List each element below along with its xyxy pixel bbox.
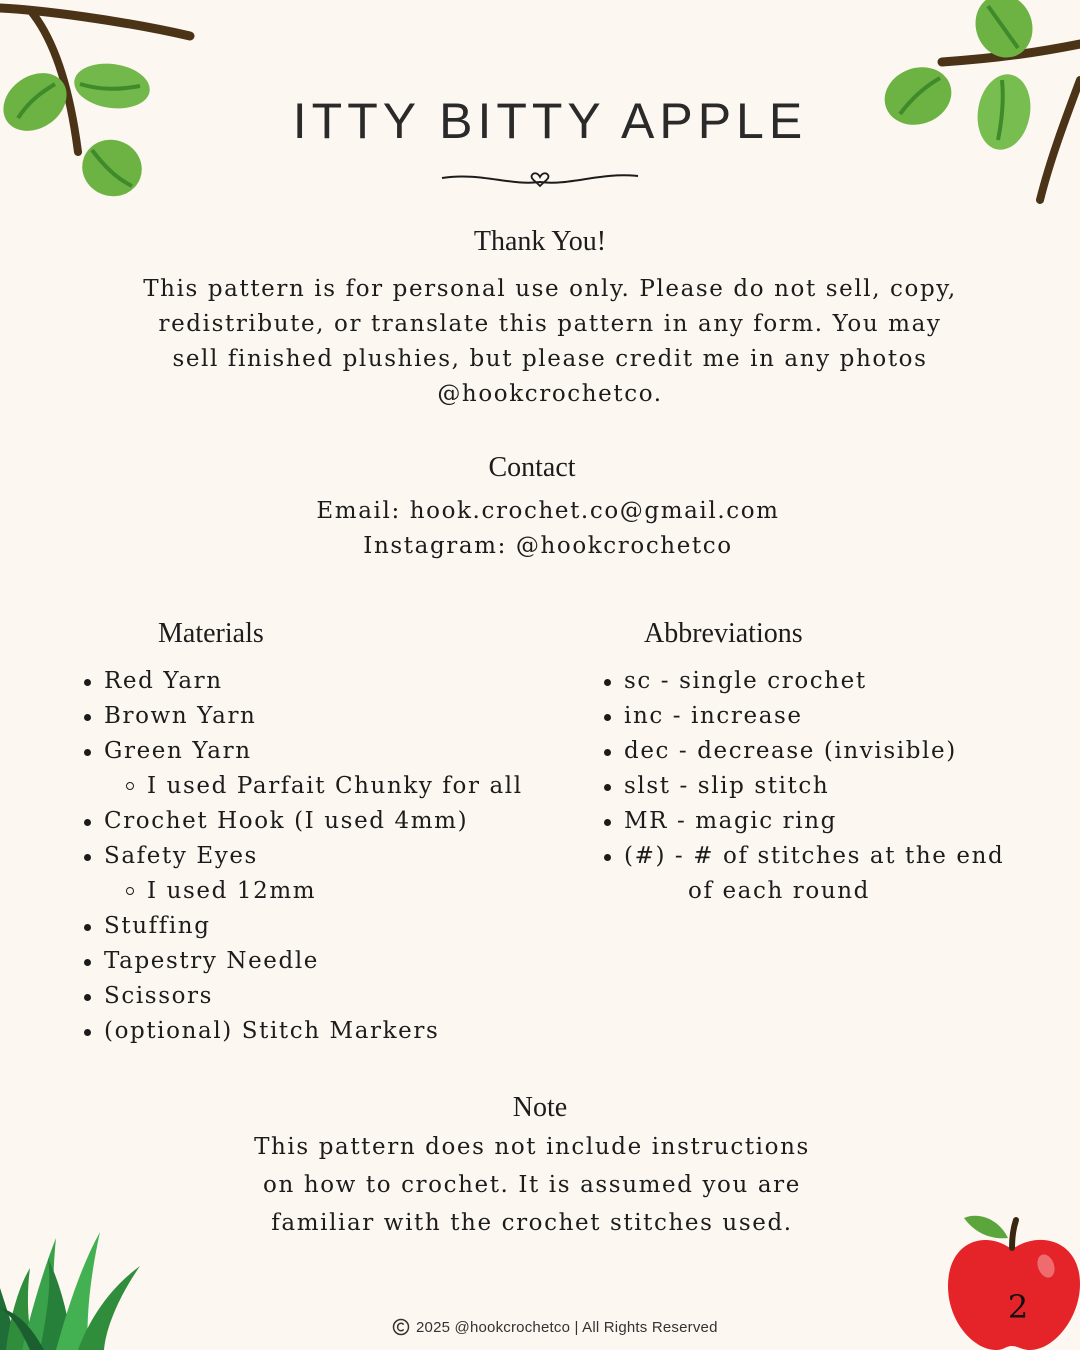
note-text: [200, 1128, 864, 1242]
abbreviations-list: [624, 664, 1004, 909]
thank-you-line: @hookcrochetco.: [437, 381, 663, 407]
copyright-footer: [392, 1318, 718, 1336]
list-item: inc - increase: [624, 699, 1004, 734]
copyright-icon: [392, 1318, 410, 1336]
list-item: (optional) Stitch Markers: [104, 1014, 523, 1049]
abbreviations-heading: Abbreviations: [644, 618, 803, 649]
apple-icon: [944, 1208, 1080, 1350]
list-item: Green Yarn: [104, 734, 523, 769]
grass-icon: [0, 1228, 150, 1350]
email-line: Email: hook.crochet.co@gmail.com: [316, 498, 780, 524]
thank-you-line: redistribute, or translate this pattern in any form. You may: [158, 311, 942, 337]
list-item: Crochet Hook (I used 4mm): [104, 804, 523, 839]
contact-heading: Contact: [488, 452, 576, 483]
list-item: Stuffing: [104, 909, 523, 944]
list-item: dec - decrease (invisible): [624, 734, 1004, 769]
list-item: Safety Eyes: [104, 839, 523, 874]
heart-divider-icon: [440, 166, 640, 194]
instagram-line: Instagram: @hookcrochetco: [363, 533, 733, 559]
thank-you-line: sell finished plushies, but please credit me in any photos: [172, 346, 928, 372]
materials-heading: Materials: [158, 618, 264, 649]
list-item: Brown Yarn: [104, 699, 523, 734]
note-heading: Note: [512, 1092, 568, 1123]
list-item: Tapestry Needle: [104, 944, 523, 979]
thank-you-heading: Thank You!: [473, 226, 607, 257]
note-line: on how to crochet. It is assumed you are: [263, 1172, 801, 1198]
list-item: MR - magic ring: [624, 804, 1004, 839]
list-subitem: I used Parfait Chunky for all: [104, 769, 523, 804]
footer-text: 2025 @hookcrochetco | All Rights Reserved: [416, 1318, 718, 1336]
note-line: This pattern does not include instructions: [254, 1134, 810, 1160]
note-line: familiar with the crochet stitches used.: [271, 1210, 793, 1236]
thank-you-line: This pattern is for personal use only. Please do not sell, copy,: [143, 276, 957, 302]
materials-list: [104, 664, 523, 1049]
contact-info: [0, 494, 1080, 564]
page-title: ITTY BITTY APPLE: [292, 93, 808, 149]
list-item: Red Yarn: [104, 664, 523, 699]
thank-you-text: [120, 272, 980, 412]
list-item-continuation: of each round: [688, 878, 870, 904]
list-subitem: I used 12mm: [104, 874, 523, 909]
list-item: slst - slip stitch: [624, 769, 1004, 804]
list-item: sc - single crochet: [624, 664, 1004, 699]
list-item: Scissors: [104, 979, 523, 1014]
list-item: (#) - # of stitches at the end: [624, 839, 1004, 874]
page-number: 2: [1007, 1288, 1029, 1326]
